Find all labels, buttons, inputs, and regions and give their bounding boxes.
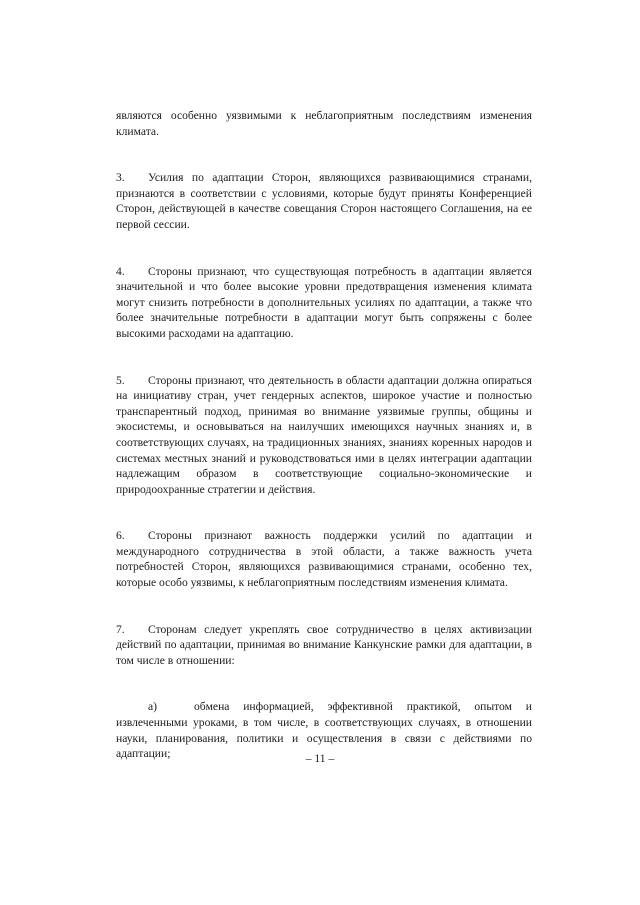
paragraph-3 (116, 170, 532, 232)
paragraph-number: 6. (116, 529, 125, 543)
paragraph-text: обмена информацией, эффективной практикой, опытом и извлеченными уроками, в том числе, в соответствующих случаях, в отношении науки, планирования, политики и осуществления в связи с действиями по адаптации; (116, 700, 532, 761)
paragraph-6 (116, 528, 532, 590)
paragraph-number: 5. (116, 373, 125, 387)
paragraph-text: Стороны признают, что деятельность в области адаптации должна опираться на инициативу стран, учет гендерных аспектов, широкое участие и полностью транспарентный подход, принимая во внимание уязвимые группы, общины и экосистемы, и основываться на наилучших имеющихся научных знаниях и, в соответствующих случаях, на традиционных знаниях, знаниях коренных народов и системах местных знаний и руководствоваться ими в целях интеграции адаптации надлежащим образом в соответствующие социально-экономические и природоохранные стратегии и действия. (116, 373, 532, 496)
paragraph-number: 3. (116, 171, 125, 185)
paragraph-7 (116, 622, 532, 669)
paragraph-text: Сторонам следует укреплять свое сотрудничество в целях активизации действий по адаптации, принимая во внимание Канкунские рамки для адаптации, в том числе в отношении: (116, 622, 532, 667)
document-body (116, 108, 532, 762)
paragraph-number: 4. (116, 264, 125, 278)
paragraph-text: являются особенно уязвимыми к неблагоприятным последствиям изменения климата. (116, 109, 532, 138)
paragraph-5 (116, 373, 532, 498)
page-number: – 11 – (305, 752, 335, 765)
paragraph-continuation (116, 108, 532, 139)
paragraph-text: Стороны признают, что существующая потребность в адаптации является значительной и что более высокие уровни предотвращения изменения климата могут снизить потребности в дополнительных усилиях по адаптации, а также что более значительные потребности в адаптации могут быть сопряжены с более высокими расходами на адаптацию. (116, 264, 532, 340)
paragraph-text: Усилия по адаптации Сторон, являющихся развивающимися странами, признаются в соответствии с условиями, которые будут приняты Конференцией Сторон, действующей в качестве совещания Сторон настоящего Соглашения, на ее первой сессии. (116, 171, 532, 231)
paragraph-number: 7. (116, 622, 125, 636)
paragraph-text: Стороны признают важность поддержки усилий по адаптации и международного сотрудничества в этой области, а также важность учета потребностей Сторон, являющихся развивающимися странами, особенно тех, которые особо уязвимы, к неблагоприятным последствиям изменения климата. (116, 529, 532, 590)
paragraph-4 (116, 264, 532, 342)
subparagraph-letter: a) (148, 700, 158, 714)
